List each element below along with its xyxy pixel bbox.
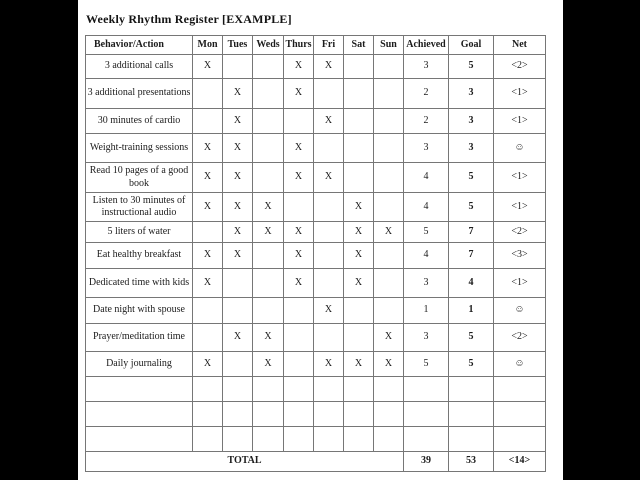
behavior-cell: 5 liters of water [86,222,193,243]
day-cell-fri [314,79,344,109]
column-header-sat: Sat [344,36,374,55]
day-cell-weds [253,269,284,298]
goal-cell: 7 [449,222,494,243]
column-header-achieved: Achieved [404,36,449,55]
day-cell-tues: X [223,163,253,193]
day-cell-fri [314,324,344,352]
empty-cell [86,402,193,427]
goal-cell: 5 [449,163,494,193]
day-cell-sun [374,134,404,163]
day-cell-sat [344,109,374,134]
day-cell-weds: X [253,222,284,243]
day-cell-fri: X [314,163,344,193]
day-cell-sat [344,55,374,79]
achieved-cell: 5 [404,222,449,243]
total-label: TOTAL [86,452,404,472]
column-header-weds: Weds [253,36,284,55]
day-cell-fri: X [314,109,344,134]
column-header-mon: Mon [193,36,223,55]
total-achieved-value: 39 [404,452,449,472]
day-cell-mon: X [193,55,223,79]
achieved-cell: 2 [404,109,449,134]
empty-cell [284,402,314,427]
table-row [86,269,546,298]
net-cell: <2> [494,324,546,352]
day-cell-sun [374,55,404,79]
empty-cell [284,427,314,452]
day-cell-tues: X [223,109,253,134]
day-cell-mon: X [193,269,223,298]
empty-cell [314,377,344,402]
net-cell: <1> [494,193,546,222]
column-header-behavior-action: Behavior/Action [86,36,193,55]
empty-cell [449,377,494,402]
total-goal-value: 53 [449,452,494,472]
day-cell-sun [374,269,404,298]
day-cell-weds [253,163,284,193]
achieved-cell: 4 [404,193,449,222]
empty-cell [253,402,284,427]
day-cell-sun: X [374,222,404,243]
achieved-cell: 2 [404,79,449,109]
letterbox-left [0,0,78,480]
day-cell-sat: X [344,269,374,298]
day-cell-thurs: X [284,55,314,79]
behavior-cell: Prayer/meditation time [86,324,193,352]
net-cell: <2> [494,55,546,79]
empty-cell [253,427,284,452]
table-row [86,298,546,324]
goal-cell: 5 [449,193,494,222]
table-row [86,163,546,193]
net-cell: ☺ [494,134,546,163]
header-row [86,36,546,55]
day-cell-thurs [284,298,314,324]
achieved-cell: 3 [404,324,449,352]
day-cell-tues: X [223,222,253,243]
day-cell-mon: X [193,163,223,193]
behavior-cell: Listen to 30 minutes of instructional audio [86,193,193,222]
day-cell-tues: X [223,79,253,109]
day-cell-mon [193,79,223,109]
page-title: Weekly Rhythm Register [EXAMPLE] [86,12,292,26]
empty-row [86,427,546,452]
empty-cell [86,377,193,402]
day-cell-weds: X [253,352,284,377]
column-header-thurs: Thurs [284,36,314,55]
day-cell-sun [374,193,404,222]
day-cell-weds [253,109,284,134]
empty-row [86,377,546,402]
day-cell-weds [253,79,284,109]
empty-cell [404,377,449,402]
day-cell-mon: X [193,243,223,269]
day-cell-tues [223,298,253,324]
empty-cell [314,402,344,427]
day-cell-mon: X [193,134,223,163]
achieved-cell: 3 [404,55,449,79]
goal-cell: 3 [449,134,494,163]
day-cell-thurs: X [284,79,314,109]
net-cell: <2> [494,222,546,243]
empty-cell [284,377,314,402]
day-cell-weds [253,243,284,269]
empty-cell [314,427,344,452]
empty-cell [374,377,404,402]
table-row [86,352,546,377]
empty-row [86,402,546,427]
empty-cell [404,427,449,452]
column-header-goal: Goal [449,36,494,55]
day-cell-tues: X [223,134,253,163]
achieved-cell: 3 [404,134,449,163]
empty-cell [223,377,253,402]
achieved-cell: 1 [404,298,449,324]
day-cell-mon: X [193,193,223,222]
day-cell-sun [374,109,404,134]
achieved-cell: 4 [404,163,449,193]
day-cell-mon [193,222,223,243]
day-cell-thurs: X [284,163,314,193]
day-cell-tues: X [223,324,253,352]
net-cell: ☺ [494,298,546,324]
day-cell-thurs: X [284,222,314,243]
day-cell-mon [193,324,223,352]
day-cell-weds: X [253,324,284,352]
goal-cell: 1 [449,298,494,324]
day-cell-sat [344,134,374,163]
day-cell-sun [374,243,404,269]
day-cell-fri [314,222,344,243]
empty-cell [494,377,546,402]
document-page [78,0,563,480]
achieved-cell: 4 [404,243,449,269]
day-cell-thurs [284,193,314,222]
day-cell-fri: X [314,298,344,324]
empty-cell [223,402,253,427]
empty-cell [494,402,546,427]
day-cell-sun: X [374,352,404,377]
behavior-cell: Read 10 pages of a good book [86,163,193,193]
day-cell-fri [314,134,344,163]
table-row [86,134,546,163]
column-header-fri: Fri [314,36,344,55]
table-row [86,193,546,222]
empty-cell [253,377,284,402]
achieved-cell: 5 [404,352,449,377]
day-cell-mon [193,298,223,324]
day-cell-sat: X [344,352,374,377]
goal-cell: 3 [449,109,494,134]
day-cell-sat [344,79,374,109]
behavior-cell: Weight-training sessions [86,134,193,163]
goal-cell: 5 [449,324,494,352]
day-cell-mon: X [193,352,223,377]
empty-cell [404,402,449,427]
empty-cell [344,402,374,427]
table-row [86,55,546,79]
net-cell: <1> [494,269,546,298]
behavior-cell: 3 additional presentations [86,79,193,109]
day-cell-mon [193,109,223,134]
letterbox-right [563,0,640,480]
behavior-cell: Eat healthy breakfast [86,243,193,269]
day-cell-thurs: X [284,243,314,269]
behavior-cell: Date night with spouse [86,298,193,324]
day-cell-weds [253,134,284,163]
empty-cell [374,402,404,427]
table-body [86,55,546,452]
total-row [86,452,546,472]
weekly-rhythm-table [85,35,546,472]
net-cell: <1> [494,109,546,134]
goal-cell: 5 [449,352,494,377]
empty-cell [193,402,223,427]
behavior-cell: 30 minutes of cardio [86,109,193,134]
day-cell-fri [314,269,344,298]
day-cell-fri: X [314,55,344,79]
day-cell-sat [344,163,374,193]
goal-cell: 3 [449,79,494,109]
day-cell-fri: X [314,352,344,377]
goal-cell: 7 [449,243,494,269]
day-cell-sun [374,298,404,324]
day-cell-fri [314,193,344,222]
table-row [86,109,546,134]
table-row [86,324,546,352]
day-cell-weds: X [253,193,284,222]
empty-cell [449,427,494,452]
total-net-value: <14> [494,452,546,472]
day-cell-sun: X [374,324,404,352]
behavior-cell: Dedicated time with kids [86,269,193,298]
empty-cell [193,377,223,402]
day-cell-sat [344,298,374,324]
day-cell-sat [344,324,374,352]
table-row [86,79,546,109]
day-cell-tues: X [223,193,253,222]
day-cell-fri [314,243,344,269]
day-cell-weds [253,298,284,324]
goal-cell: 5 [449,55,494,79]
behavior-cell: Daily journaling [86,352,193,377]
behavior-cell: 3 additional calls [86,55,193,79]
day-cell-sun [374,163,404,193]
table-row [86,243,546,269]
goal-cell: 4 [449,269,494,298]
day-cell-thurs: X [284,269,314,298]
net-cell: <1> [494,79,546,109]
day-cell-tues [223,269,253,298]
column-header-tues: Tues [223,36,253,55]
day-cell-sat: X [344,193,374,222]
day-cell-tues [223,352,253,377]
day-cell-thurs: X [284,134,314,163]
total-section [86,452,546,472]
net-cell: <3> [494,243,546,269]
day-cell-thurs [284,109,314,134]
empty-cell [223,427,253,452]
empty-cell [374,427,404,452]
column-header-net: Net [494,36,546,55]
day-cell-tues [223,55,253,79]
day-cell-sun [374,79,404,109]
table-row [86,222,546,243]
column-header-sun: Sun [374,36,404,55]
empty-cell [344,377,374,402]
net-cell: <1> [494,163,546,193]
empty-cell [494,427,546,452]
day-cell-thurs [284,352,314,377]
empty-cell [344,427,374,452]
day-cell-weds [253,55,284,79]
empty-cell [193,427,223,452]
day-cell-sat: X [344,243,374,269]
day-cell-thurs [284,324,314,352]
empty-cell [86,427,193,452]
day-cell-sat: X [344,222,374,243]
net-cell: ☺ [494,352,546,377]
achieved-cell: 3 [404,269,449,298]
empty-cell [449,402,494,427]
day-cell-tues: X [223,243,253,269]
